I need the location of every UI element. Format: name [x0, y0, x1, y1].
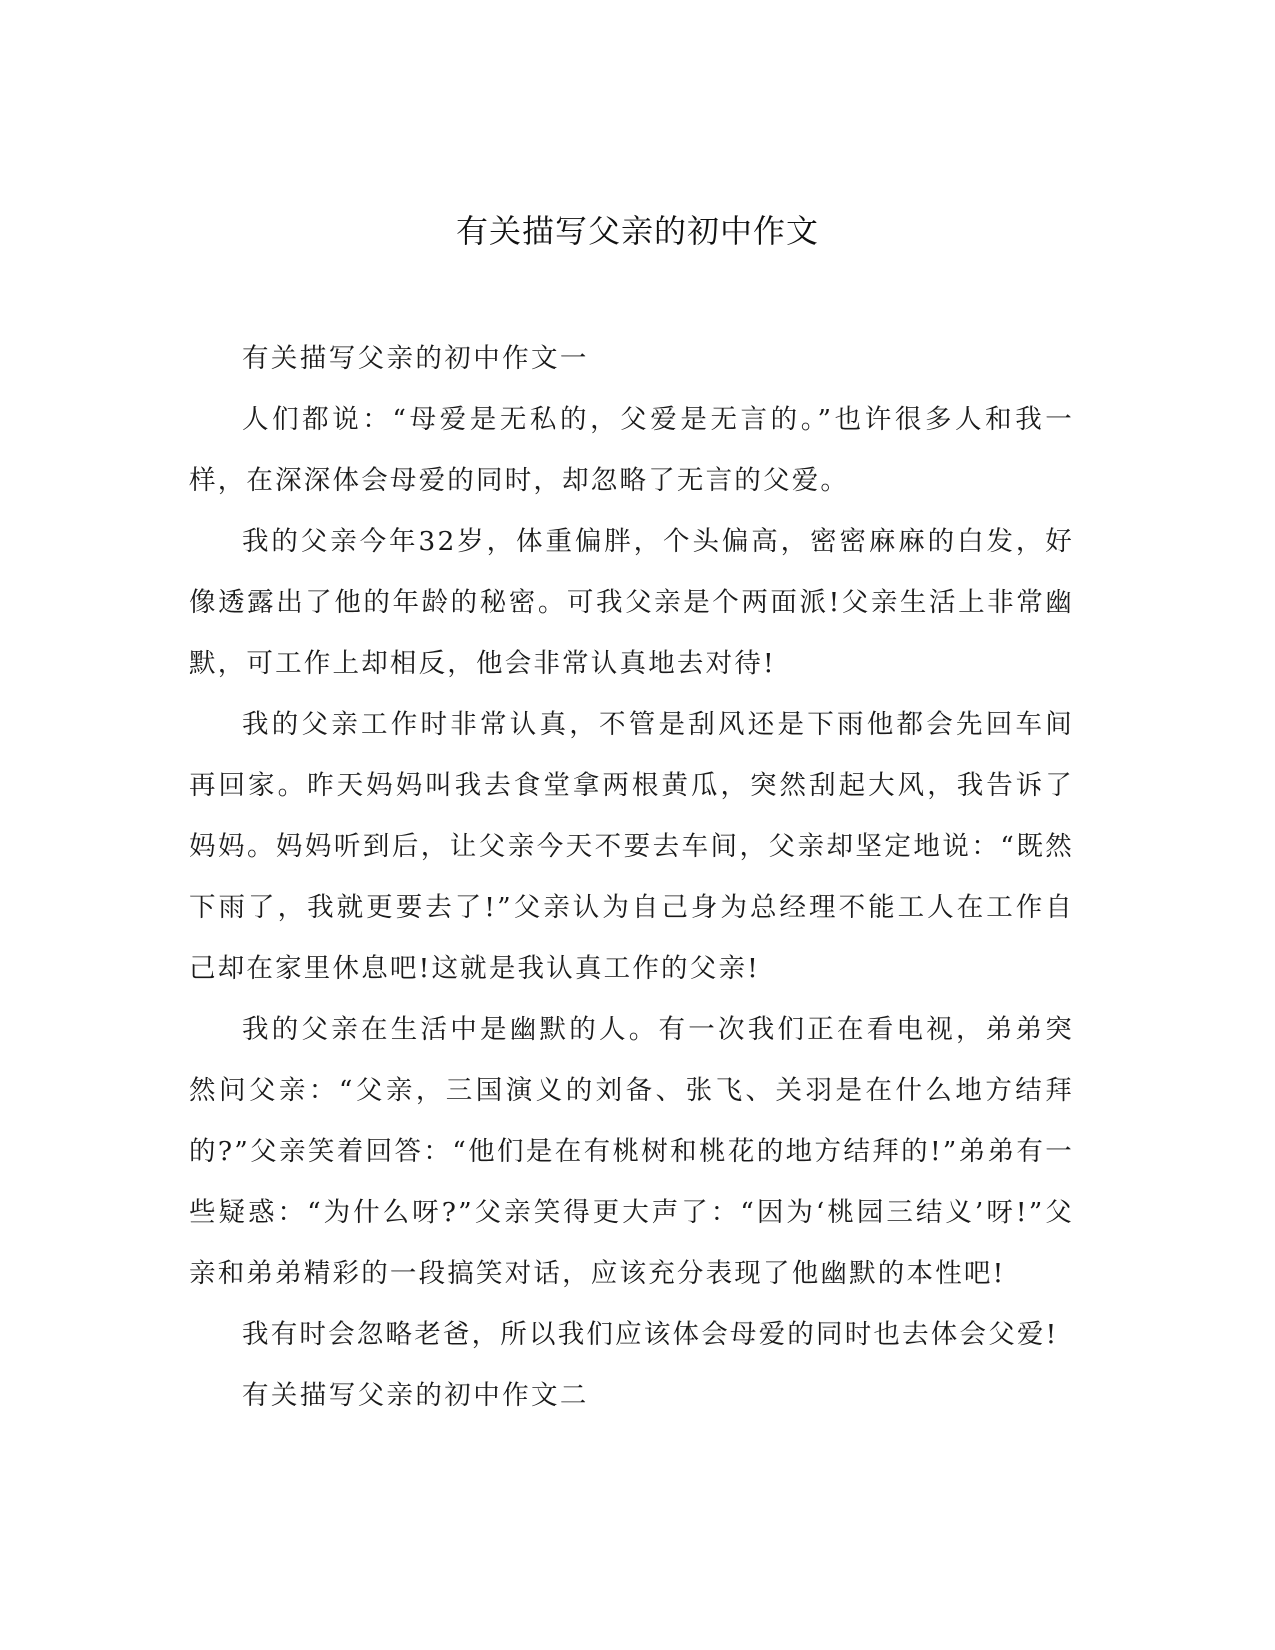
- document-body: [189, 328, 1074, 1426]
- section-heading-two: 有关描写父亲的初中作文二: [242, 1380, 589, 1411]
- paragraph-father-at-work: 我的父亲工作时非常认真，不管是刮风还是下雨他都会先回车间再回家。昨天妈妈叫我去食堂拿两根黄瓜，突然刮起大风，我告诉了妈妈。妈妈听到后，让父亲今天不要去车间，父亲却坚定地说：“既然下雨了，我就更要去了!”父亲认为自己身为总经理不能工人在工作自己却在家里休息吧!这就是我认真工作的父亲!: [189, 709, 1074, 984]
- section-heading-one: 有关描写父亲的初中作文一: [242, 343, 589, 374]
- document-title: 有关描写父亲的初中作文: [455, 212, 819, 250]
- paragraph-intro: 人们都说：“母爱是无私的，父爱是无言的。”也许很多人和我一样，在深深体会母爱的同时，却忽略了无言的父爱。: [189, 404, 1074, 496]
- paragraph-father-humor: 我的父亲在生活中是幽默的人。有一次我们正在看电视，弟弟突然问父亲：“父亲，三国演义的刘备、张飞、关羽是在什么地方结拜的?”父亲笑着回答：“他们是在有桃树和桃花的地方结拜的!”弟弟有一些疑惑：“为什么呀?”父亲笑得更大声了：“因为‘桃园三结义’呀!”父亲和弟弟精彩的一段搞笑对话，应该充分表现了他幽默的本性吧!: [189, 1014, 1074, 1289]
- paragraph-father-description: 我的父亲今年32岁，体重偏胖，个头偏高，密密麻麻的白发，好像透露出了他的年龄的秘密。可我父亲是个两面派!父亲生活上非常幽默，可工作上却相反，他会非常认真地去对待!: [189, 526, 1074, 679]
- paragraph-conclusion: 我有时会忽略老爸，所以我们应该体会母爱的同时也去体会父爱!: [242, 1319, 1059, 1350]
